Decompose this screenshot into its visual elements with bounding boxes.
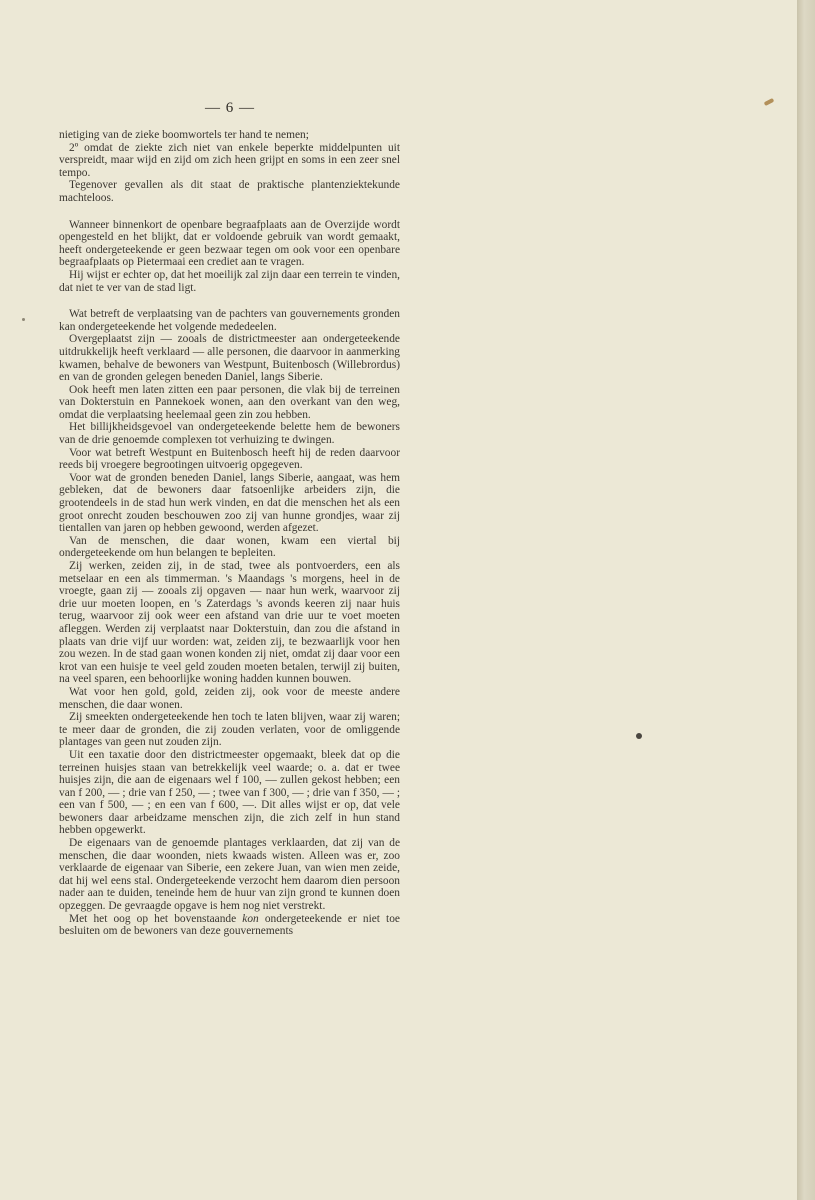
paragraph-10: Voor wat betreft Westpunt en Buitenbosch heeft hij de reden daarvoor reeds bij vroegere begrootingen uitvoerig opgegeven.: [59, 446, 400, 472]
emphasized-word: kon: [242, 912, 259, 925]
paragraph-1: nietiging van de zieke boomwortels ter hand te nemen;: [59, 129, 309, 141]
pencil-stroke-mark: [764, 98, 775, 106]
body-text: [59, 129, 400, 938]
paragraph-2: 2º omdat de ziekte zich niet van enkele beperkte middelpunten uit verspreidt, maar wijd en zijd om zich heen grijpt en soms in een zeer snel tempo.: [59, 141, 400, 179]
paragraph-8: Ook heeft men laten zitten een paar personen, die vlak bij de terreinen van Dokterstuin en Pannekoek wonen, aan den overkant van den weg, omdat die verplaatsing heelemaal geen zin zou hebben.: [59, 383, 400, 421]
margin-speck: [22, 318, 25, 321]
ink-dot-mark: [636, 733, 642, 739]
paragraph-18: [59, 913, 400, 938]
paragraph-12: Van de menschen, die daar wonen, kwam een viertal bij ondergeteekende om hun belangen te bepleiten.: [59, 534, 400, 560]
paragraph-15: Zij smeekten ondergeteekende hen toch te laten blijven, waar zij waren; te meer daar de gronden, die zij zouden verlaten, voor de omliggende plantages van geen nut zouden zijn.: [59, 711, 400, 749]
paragraph-6: Wat betreft de verplaatsing van de pachters van gouvernements gronden kan ondergeteekende het volgende mededeelen.: [59, 308, 400, 333]
paragraph-4: Wanneer binnenkort de openbare begraafplaats aan de Overzijde wordt opengesteld en het blijkt, dat er voldoende gebruik van wordt gemaakt, heeft ondergeteekende er geen bezwaar tegen om ook voor een openbare begraafplaats op Pietermaai een crediet aan te vragen.: [59, 218, 400, 269]
page-spine-edge: [797, 0, 815, 1200]
paragraph-16: Uit een taxatie door den districtmeester opgemaakt, bleek dat op die terreinen huisjes staan van betrekkelijk veel waarde; o. a. dat er twee huisjes zijn, die aan de eigenaars wel f 100, — zullen gekost hebben; een van f 200, — ; drie van f 250, — ; twee van f 300, — ; drie van f 350, — ; een van f 500, — ; en een van f 600, —. Dit alles wijst er op, dat vele bewoners daar arbeidzame menschen zijn, die zich zelf in hun stand hebben opgewerkt.: [59, 748, 400, 837]
paragraph-13: Zij werken, zeiden zij, in de stad, twee als pontvoerders, een als metselaar en een als timmerman. 's Maandags 's morgens, heel in de vroegte, gaan zij — zooals zij opgaven — naar hun werk, waarvoor zij drie uur moeten loopen, en 's Zaterdags 's avonds keeren zij naar huis terug, waarvoor zij ook weer een afstand van drie uur te voet moeten afleggen. Werden zij verplaatst naar Dokterstuin, dan zou die afstand in plaats van drie vijf uur worden: wat, zeiden zij, te bezwaarlijk voor hen zou wezen. In de stad gaan wonen konden zij niet, omdat zij daar voor een krot van een huisje te veel geld zouden moeten betalen, terwijl zij buiten, na veel sparen, een behoorlijke woning hadden kunnen bouwen.: [59, 560, 400, 686]
paragraph-18-end: ondergeteekende er niet toe besluiten om de bewoners van deze gouvernements: [59, 912, 400, 938]
paragraph-3: Tegenover gevallen als dit staat de praktische plantenziektekunde machteloos.: [59, 179, 400, 204]
page-number: — 6 —: [205, 100, 255, 116]
paragraph-17: De eigenaars van de genoemde plantages verklaarden, dat zij van de menschen, die daar woonden, niets kwaads wisten. Alleen was er, zoo verklaarde de eigenaar van Siberie, een zekere Juan, van wien men zeide, dat hij wel eens stal. Ondergeteekende verzocht hem daarom dien persoon nader aan te duiden, teneinde hem de huur van zijn grond te kunnen doen opzeggen. De gevraagde opgave is hem nog niet verstrekt.: [59, 837, 400, 913]
paragraph-18-start: Met het oog op het bovenstaande: [69, 912, 243, 925]
paragraph-5: Hij wijst er echter op, dat het moeilijk zal zijn daar een terrein te vinden, dat niet te ver van de stad ligt.: [59, 268, 400, 294]
paragraph-9: Het billijkheidsgevoel van ondergeteekende belette hem de bewoners van de drie genoemde complexen tot verhuizing te dwingen.: [59, 421, 400, 447]
paragraph-11: Voor wat de gronden beneden Daniel, langs Siberie, aangaat, was hem gebleken, dat de bewoners daar fatsoenlijke arbeiders zijn, die grootendeels in de stad hun werk vinden, en dat die menschen het als een groot onrecht zouden beschouwen zoo zij van hunne grondjes, waar zij tientallen van jaren op hebben gewoond, werden afgezet.: [59, 471, 400, 535]
paragraph-7: Overgeplaatst zijn — zooals de districtmeester aan ondergeteekende uitdrukkelijk heeft verklaard — alle personen, die daarvoor in aanmerking kwamen, behalve de bewoners van Westpunt, Buitenbosch (Willebrordus) en van de gronden gelegen beneden Daniel, langs Siberie.: [59, 333, 400, 384]
paragraph-14: Wat voor hen gold, gold, zeiden zij, ook voor de meeste andere menschen, die daar wonen.: [59, 685, 400, 711]
